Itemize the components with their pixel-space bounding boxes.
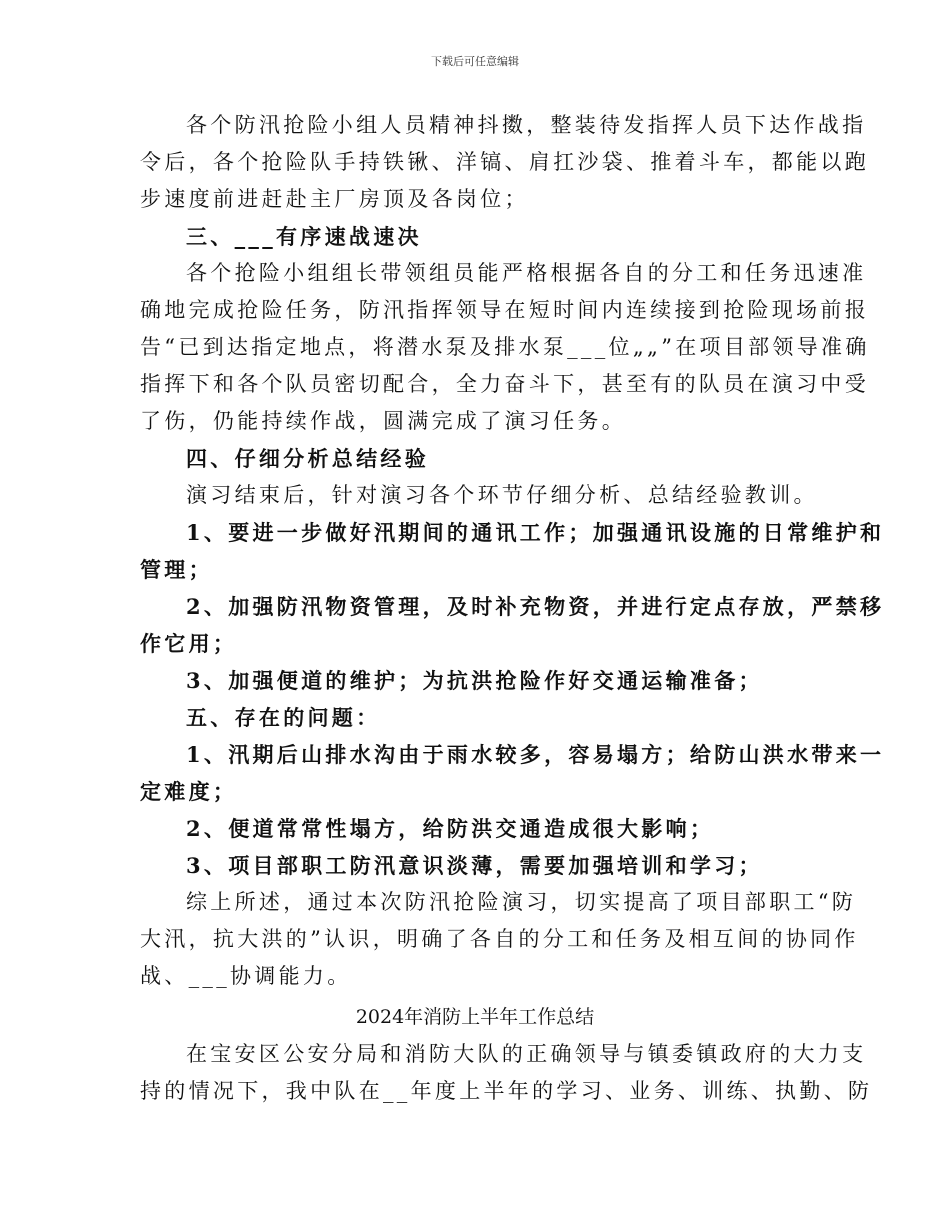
section-heading: 五、存在的问题：	[186, 705, 381, 730]
list-item-continued: 作它用；	[140, 631, 238, 656]
list-item: 1、要进一步做好汛期间的通讯工作；加强通讯设施的日常维护和	[186, 520, 885, 545]
list-item: 3、项目部职工防汛意识淡薄，需要加强培训和学习；	[186, 853, 763, 878]
list-item-continued: 定难度；	[140, 779, 238, 804]
paragraph-line: 指挥下和各个队员密切配合，全力奋斗下，甚至有的队员在演习中受	[140, 372, 869, 396]
paragraph-line: 确地完成抢险任务，防汛指挥领导在短时间内连续接到抢险现场前报	[140, 298, 869, 322]
paragraph-line: 在宝安区公安分局和消防大队的正确领导与镇委镇政府的大力支	[186, 1042, 867, 1066]
list-item: 1、汛期后山排水沟由于雨水较多，容易塌方；给防山洪水带来一	[186, 742, 885, 767]
paragraph-line: 各个防汛抢险小组人员精神抖擞，整装待发指挥人员下达作战指	[186, 113, 867, 137]
section-heading: 三、___有序速战速决	[186, 224, 422, 249]
list-item: 2、便道常常性塌方，给防洪交通造成很大影响；	[186, 816, 715, 841]
paragraph-line: 步速度前进赶赴主厂房顶及各岗位；	[140, 187, 529, 211]
paragraph-line: 了伤，仍能持续作战，圆满完成了演习任务。	[140, 409, 626, 433]
paragraph-line: 各个抢险小组组长带领组员能严格根据各自的分工和任务迅速准	[186, 261, 867, 285]
list-item: 3、加强便道的维护；为抗洪抢险作好交通运输准备；	[186, 668, 763, 693]
page-header: 下载后可任意编辑	[431, 55, 519, 68]
list-item-continued: 管理；	[140, 557, 213, 582]
paragraph-line: 持的情况下，我中队在__年度上半年的学习、业务、训练、执勤、防	[140, 1079, 873, 1103]
paragraph-line: 大汛，抗大洪的”认识，明确了各自的分工和任务及相互间的协同作	[140, 927, 859, 951]
paragraph-line: 战、___协调能力。	[140, 964, 352, 988]
paragraph-line: 综上所述，通过本次防汛抢险演习，切实提高了项目部职工“防	[186, 890, 857, 914]
paragraph-line: 演习结束后，针对演习各个环节仔细分析、总结经验教训。	[186, 483, 818, 507]
list-item: 2、加强防汛物资管理，及时补充物资，并进行定点存放，严禁移	[186, 594, 885, 619]
section-heading: 四、仔细分析总结经验	[186, 446, 429, 471]
paragraph-line: 令后，各个抢险队手持铁锹、洋镐、肩扛沙袋、推着斗车，都能以跑	[140, 150, 869, 174]
paragraph-line: 告“已到达指定地点，将潜水泵及排水泵___位„„”在项目部领导准确	[140, 335, 870, 359]
document-title: 2024年消防上半年工作总结	[355, 1006, 595, 1028]
